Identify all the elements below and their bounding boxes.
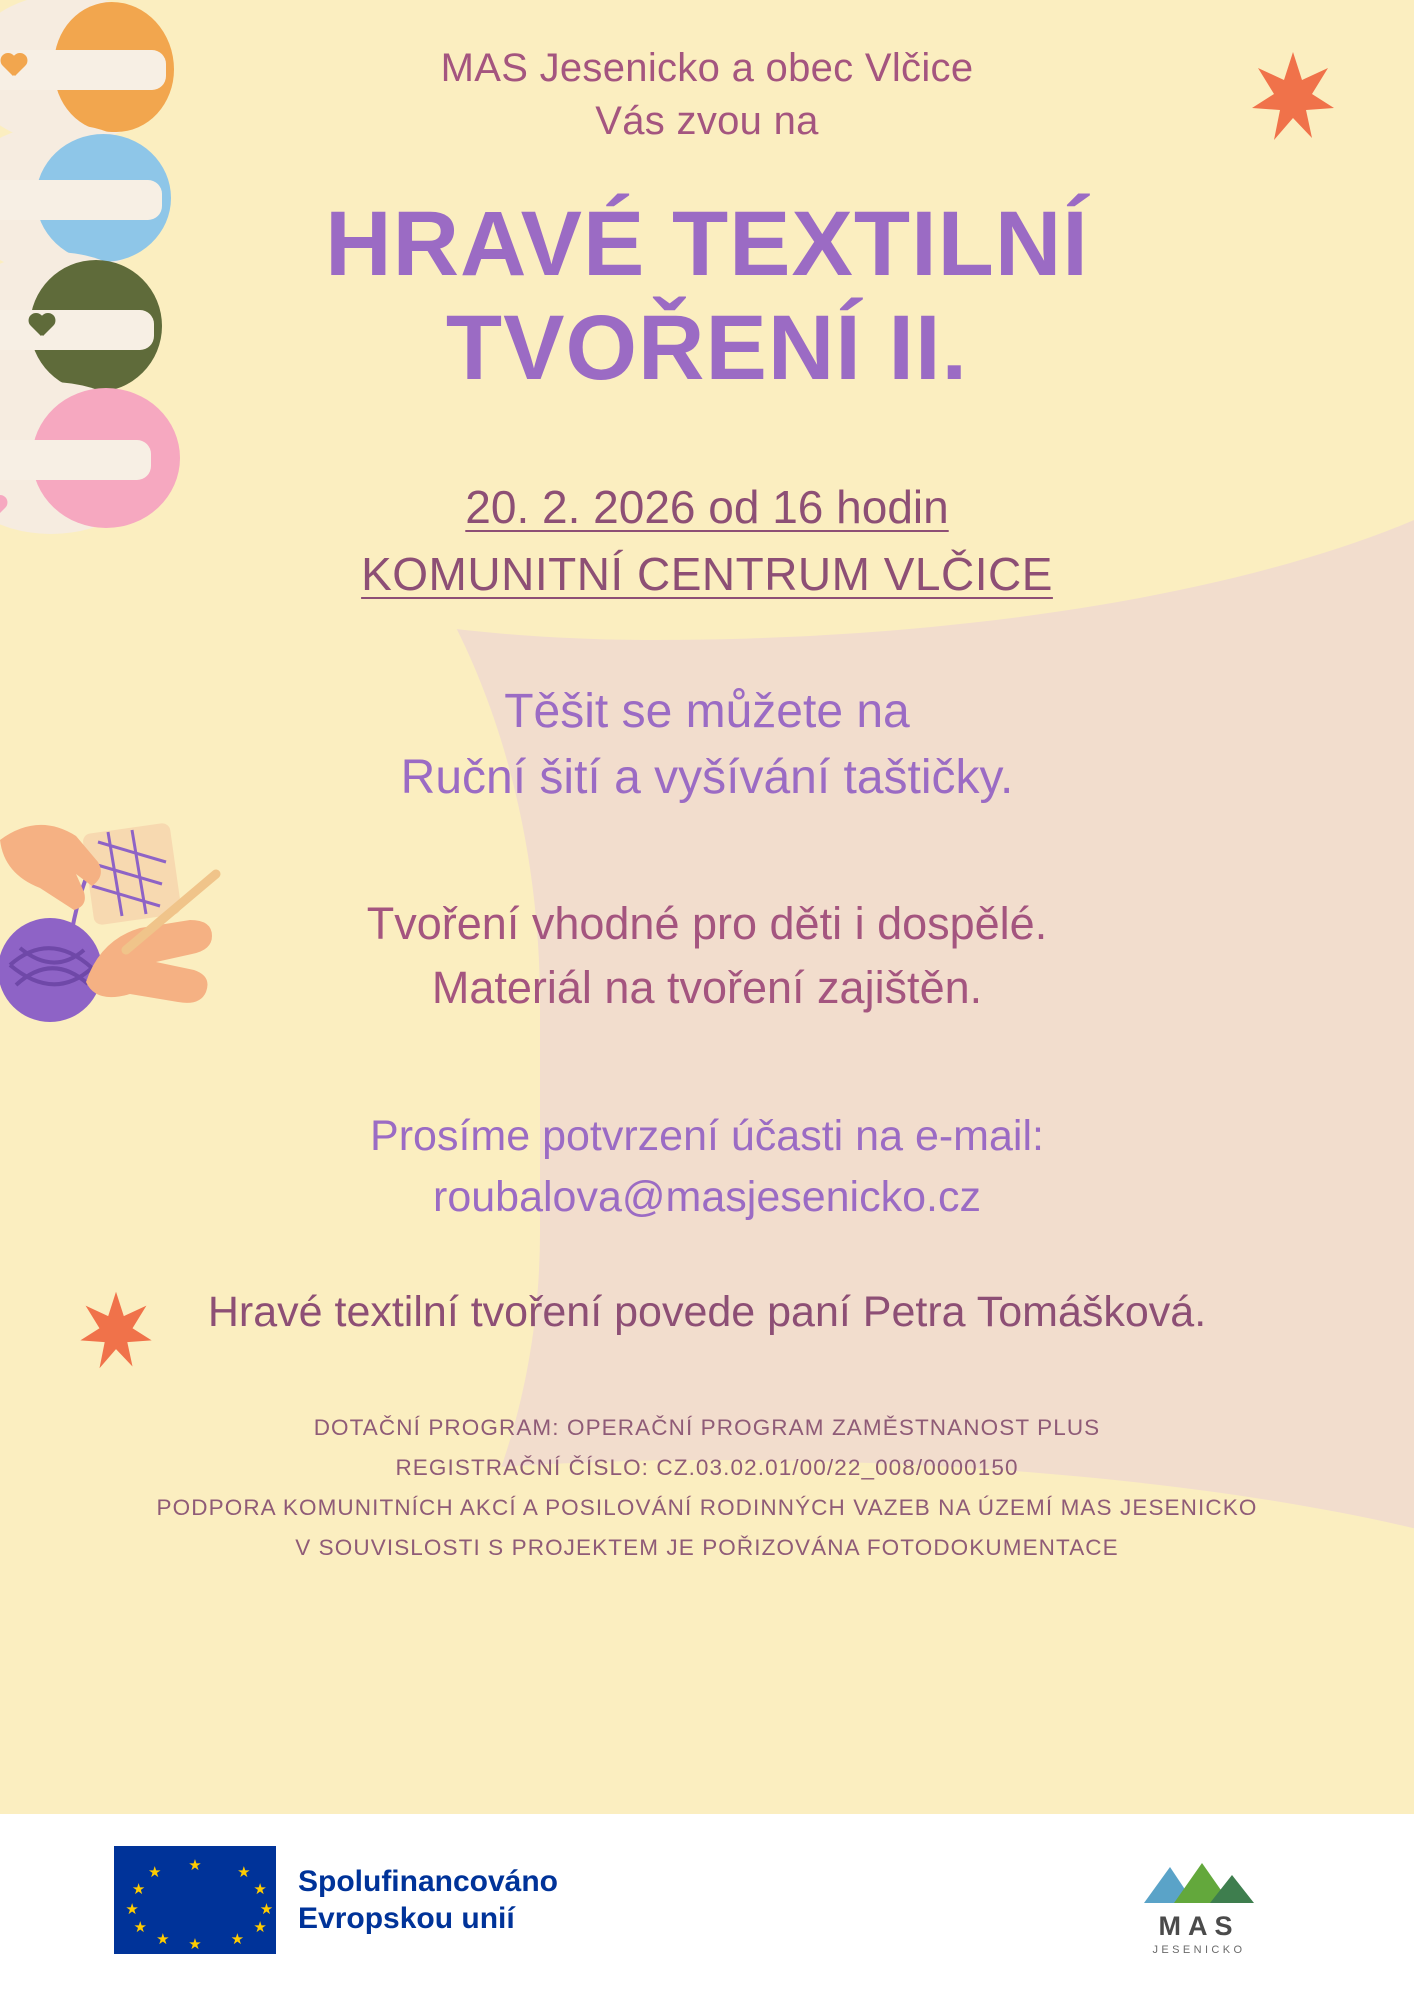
suitability-block xyxy=(0,892,1414,1020)
rsvp-email[interactable]: roubalova@masjesenicko.cz xyxy=(433,1172,981,1221)
fineprint-line-4: V SOUVISLOSTI S PROJEKTEM JE POŘIZOVÁNA FOTODOKUMENTACE xyxy=(295,1535,1119,1561)
eu-flag-icon: ★ ★ ★ ★ ★ ★ ★ ★ ★ ★ ★ ★ xyxy=(114,1846,276,1954)
lecturer-info: Hravé textilní tvoření povede paní Petra Tomášková. xyxy=(207,1287,1207,1336)
fineprint-line-3: PODPORA KOMUNITNÍCH AKCÍ A POSILOVÁNÍ RODINNÝCH VAZEB NA ÚZEMÍ MAS JESENICKO xyxy=(156,1495,1258,1521)
event-datetime: 20. 2. 2026 od 16 hodin xyxy=(465,481,949,534)
funding-fineprint xyxy=(0,1408,1414,1568)
eu-text-line-2: Evropskou unií xyxy=(298,1902,515,1935)
mas-wordmark: MAS xyxy=(1158,1911,1240,1941)
program-line-2: Ruční šití a vyšívání taštičky. xyxy=(400,750,1014,804)
title-line-2: TVOŘENÍ II. xyxy=(445,297,969,400)
program-line-1: Těšit se můžete na xyxy=(504,685,910,739)
fineprint-line-2: REGISTRAČNÍ ČÍSLO: CZ.03.02.01/00/22_008/0000150 xyxy=(395,1455,1019,1481)
rsvp-instruction: Prosíme potvrzení účasti na e-mail: xyxy=(370,1111,1044,1160)
page-title xyxy=(0,192,1414,402)
title-line-1: HRAVÉ TEXTILNÍ xyxy=(325,192,1089,295)
eu-cofunding-logo xyxy=(114,1846,558,1954)
suitability-line-1: Tvoření vhodné pro děti i dospělé. xyxy=(366,897,1048,949)
eu-cofunding-text xyxy=(298,1863,558,1937)
invite-line-2: Vás zvou na xyxy=(595,98,819,143)
rsvp-block xyxy=(0,1106,1414,1228)
mas-subtitle: JESENICKO xyxy=(1152,1944,1246,1956)
fineprint-line-1: DOTAČNÍ PROGRAM: OPERAČNÍ PROGRAM ZAMĚSTNANOST PLUS xyxy=(313,1415,1101,1440)
mas-jesenicko-logo xyxy=(1114,1859,1284,1956)
suitability-line-2: Materiál na tvoření zajištěn. xyxy=(431,961,983,1013)
mountains-icon xyxy=(1114,1859,1284,1905)
invite-block xyxy=(0,42,1414,148)
program-block xyxy=(0,679,1414,810)
invite-line-1: MAS Jesenicko a obec Vlčice xyxy=(440,46,974,90)
event-venue: KOMUNITNÍ CENTRUM VLČICE xyxy=(361,548,1053,601)
eu-text-line-1: Spolufinancováno xyxy=(298,1864,559,1898)
